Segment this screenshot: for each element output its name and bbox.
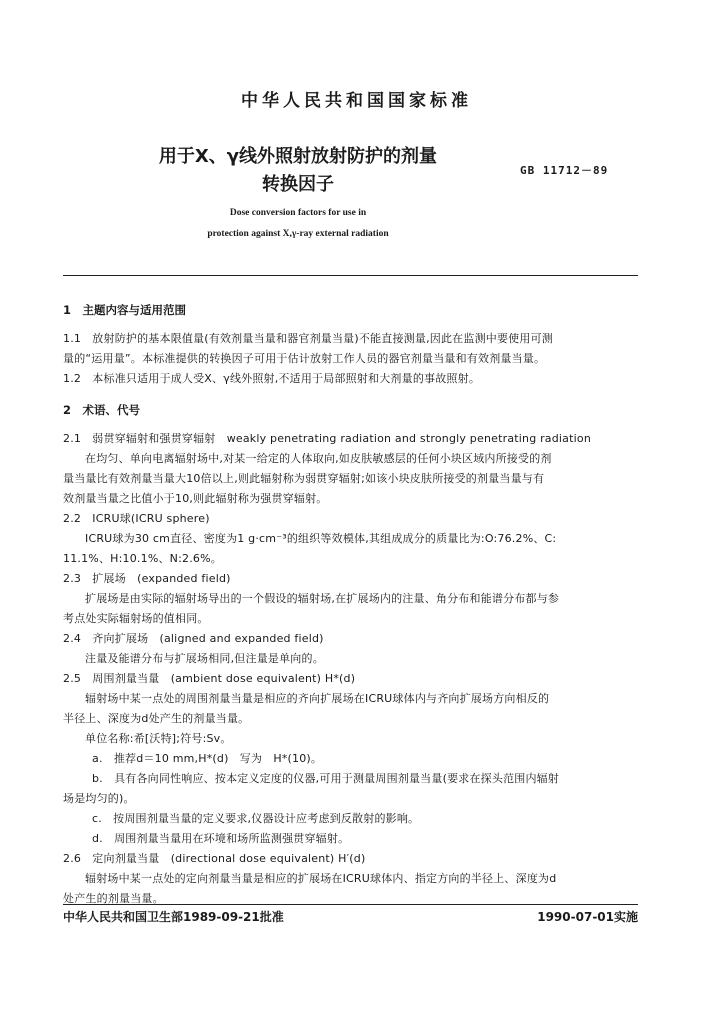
term-2-6-line2: 处产生的剂量当量。 [63, 892, 164, 905]
term-2-5-heading: 2.5 周围剂量当量 (ambient dose equivalent) H*(d) [63, 672, 356, 685]
section-1-heading: 1 主题内容与适用范围 [63, 303, 187, 317]
main-title-line2: 转换因子 [262, 174, 334, 195]
term-2-6-heading: 2.6 定向剂量当量 (directional dose equivalent) H′(d) [63, 852, 366, 865]
para-1-1-line1: 1.1 放射防护的基本限值量(有效剂量当量和器官剂量当量)不能直接测量,因此在监测中要使用可测 [63, 332, 553, 345]
org-title: 中华人民共和国国家标准 [241, 91, 472, 111]
english-title-line1: Dose conversion factors for use in [229, 208, 367, 218]
term-2-3-heading: 2.3 扩展场 (expanded field) [63, 572, 231, 585]
term-2-1-line3: 效剂量当量之比值小于10,则此辐射称为强贯穿辐射。 [63, 492, 328, 505]
english-title-line2: protection against X,γ-ray external radiation [207, 229, 389, 239]
main-title-line1: 用于X、γ线外照射放射防护的剂量 [158, 146, 438, 167]
term-2-5-item-d: d. 周围剂量当量用在环境和场所监测强贯穿辐射。 [92, 832, 350, 845]
term-2-5-item-b-line2: 场是均匀的)。 [63, 792, 135, 805]
term-2-5-line1: 辐射场中某一点处的周围剂量当量是相应的齐向扩展场在ICRU球体内与齐向扩展场方向相反的 [85, 692, 550, 705]
term-2-5-item-a: a. 推荐d＝10 mm,H*(d) 写为 H*(10)。 [92, 752, 323, 765]
footer-divider [63, 904, 638, 905]
standard-code: GB 11712－89 [520, 164, 609, 177]
para-1-1-line2: 量的“运用量”。本标准提供的转换因子可用于估计放射工作人员的器官剂量当量和有效剂量当量。 [63, 352, 546, 365]
term-2-1-line1: 在均匀、单向电离辐射场中,对某一给定的人体取向,如皮肤敏感层的任何小块区域内所接受的剂 [85, 452, 552, 465]
approval-note: 中华人民共和国卫生部1989-09-21批准 [63, 910, 284, 924]
term-2-1-line2: 量当量比有效剂量当量大10倍以上,则此辐射称为弱贯穿辐射;如该小块皮肤所接受的剂量当量与有 [63, 472, 545, 485]
top-divider [63, 275, 638, 276]
term-2-3-line1: 扩展场是由实际的辐射场导出的一个假设的辐射场,在扩展场内的注量、角分布和能谱分布都与参 [85, 592, 560, 605]
section-2-heading: 2 术语、代号 [63, 403, 141, 417]
term-2-6-line1: 辐射场中某一点处的定向剂量当量是相应的扩展场在ICRU球体内、指定方向的半径上、深度为d [85, 872, 557, 885]
implementation-date: 1990-07-01实施 [537, 910, 638, 924]
term-2-5-item-b-line1: b. 具有各向同性响应、按本定义定度的仪器,可用于测量周围剂量当量(要求在探头范围内辐射 [92, 772, 560, 785]
term-2-2-line2: 11.1%、H:10.1%、N:2.6%。 [63, 552, 222, 565]
term-2-5-line2: 半径上、深度为d处产生的剂量当量。 [63, 712, 250, 725]
term-2-5-unit: 单位名称:希[沃特];符号:Sv。 [85, 732, 232, 745]
term-2-4-line1: 注量及能谱分布与扩展场相同,但注量是单向的。 [85, 652, 324, 665]
term-2-1-heading: 2.1 弱贯穿辐射和强贯穿辐射 weakly penetrating radiation and strongly penetrating radiation [63, 432, 591, 445]
term-2-3-line2: 考点处实际辐射场的值相同。 [63, 612, 209, 625]
term-2-2-line1: ICRU球为30 cm直径、密度为1 g·cm⁻³的组织等效模体,其组成成分的质量比为:O:76.2%、C: [85, 532, 557, 545]
term-2-4-heading: 2.4 齐向扩展场 (aligned and expanded field) [63, 632, 324, 645]
para-1-2: 1.2 本标准只适用于成人受X、γ线外照射,不适用于局部照射和大剂量的事故照射。 [63, 372, 481, 385]
term-2-5-item-c: c. 按周围剂量当量的定义要求,仪器设计应考虑到反散射的影响。 [92, 812, 420, 825]
term-2-2-heading: 2.2 ICRU球(ICRU sphere) [63, 512, 210, 525]
